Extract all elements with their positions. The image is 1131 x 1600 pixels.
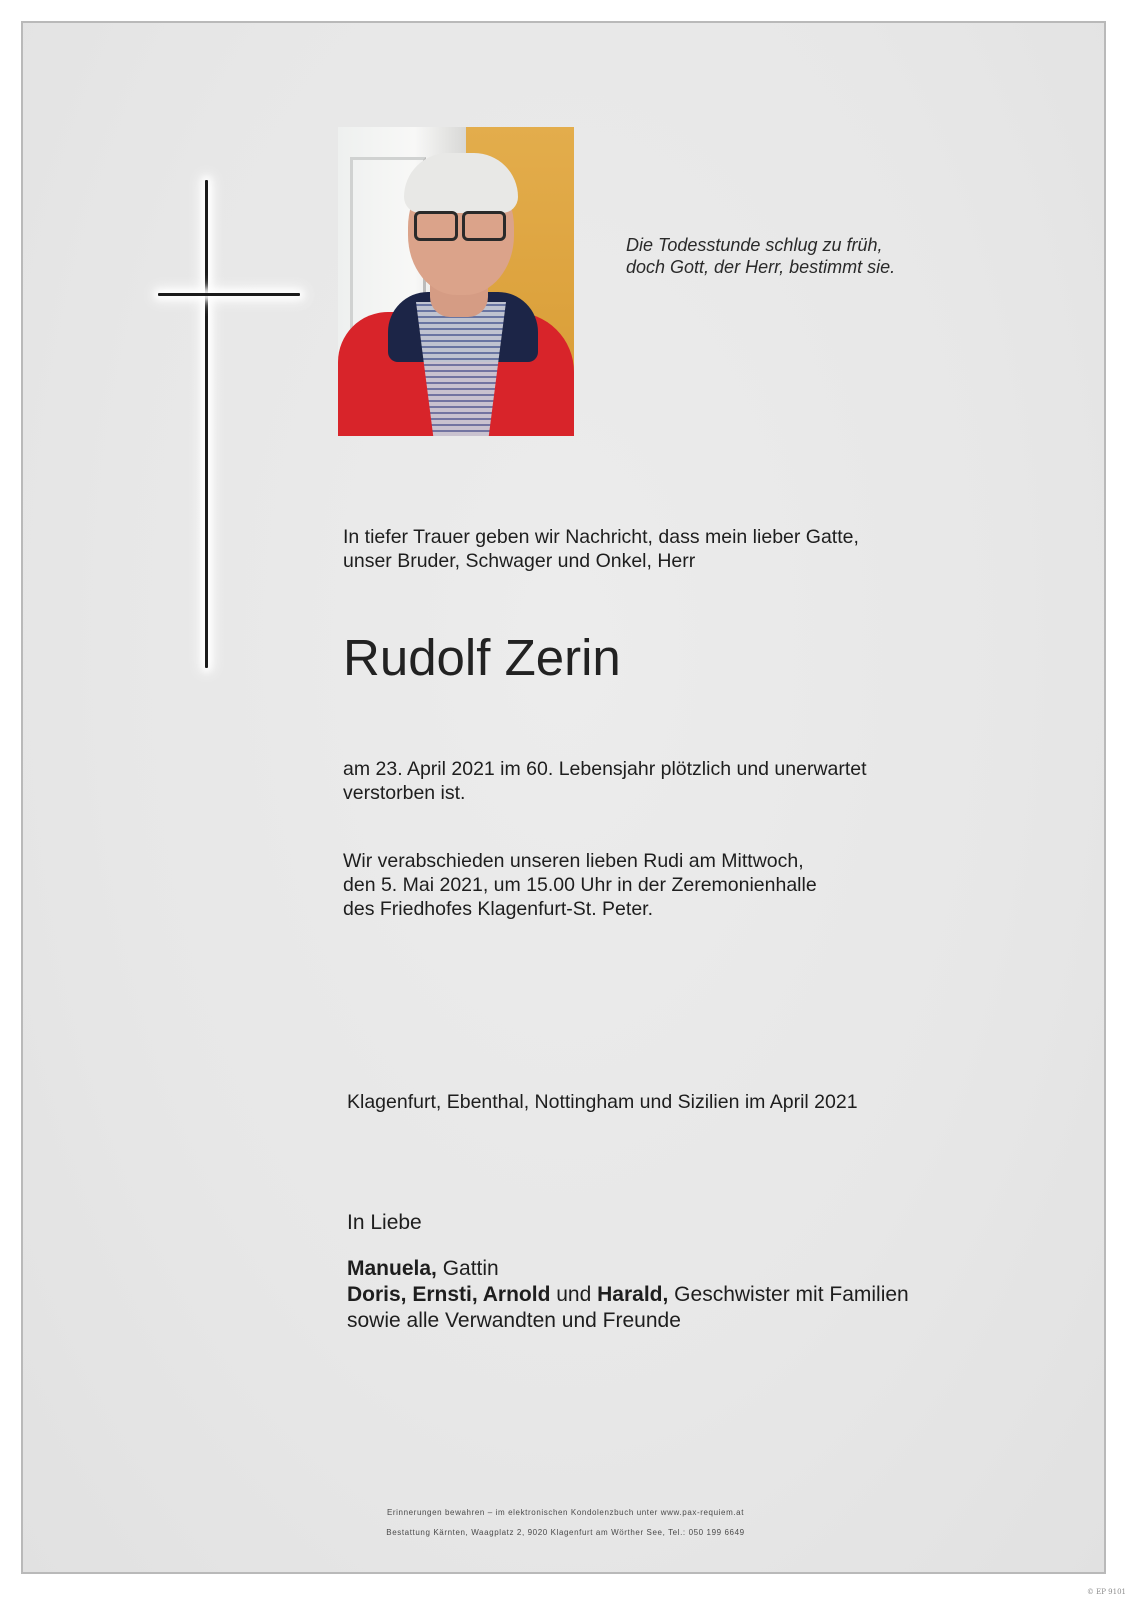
mourner-row-relatives: sowie alle Verwandten und Freunde: [347, 1309, 681, 1332]
funeral-line-2: den 5. Mai 2021, um 15.00 Uhr in der Zeremonienhalle: [343, 874, 817, 896]
mourner-sibling-last: Harald,: [597, 1283, 669, 1306]
funeral-line-1: Wir verabschieden unseren lieben Rudi am Mittwoch,: [343, 850, 804, 872]
cross-icon: [133, 153, 283, 673]
place-and-date: Klagenfurt, Ebenthal, Nottingham und Sizilien im April 2021: [347, 1091, 858, 1113]
funeral-details: [343, 849, 817, 921]
reference-code: © EP 9101: [1086, 1588, 1126, 1596]
mourner-spouse-name: Manuela,: [347, 1257, 437, 1280]
mourners-list: [347, 1256, 909, 1334]
intro-line-2: unser Bruder, Schwager und Onkel, Herr: [343, 550, 696, 572]
mourner-row-siblings: [347, 1282, 909, 1308]
intro-line-1: In tiefer Trauer geben wir Nachricht, dass mein lieber Gatte,: [343, 526, 859, 548]
mourner-row-spouse: [347, 1256, 909, 1282]
portrait-photo: [338, 127, 574, 436]
announcement-intro: [343, 525, 859, 573]
quote-line-1: Die Todesstunde schlug zu früh,: [626, 235, 883, 255]
footer-funeral-home: Bestattung Kärnten, Waagplatz 2, 9020 Klagenfurt am Wörther See, Tel.: 050 199 6649: [386, 1528, 745, 1537]
death-line-2: verstorben ist.: [343, 782, 466, 804]
mourner-siblings-and: und: [550, 1283, 598, 1306]
obituary-card: [21, 21, 1106, 1574]
death-notice: [343, 757, 867, 805]
deceased-name: Rudolf Zerin: [343, 629, 621, 686]
footer-condolence-book: Erinnerungen bewahren – im elektronischen Kondolenzbuch unter www.pax-requiem.at: [386, 1508, 745, 1517]
funeral-line-3: des Friedhofes Klagenfurt-St. Peter.: [343, 898, 654, 920]
mourner-siblings-names: Doris, Ernsti, Arnold: [347, 1283, 551, 1306]
quote-line-2: doch Gott, der Herr, bestimmt sie.: [626, 257, 896, 277]
mourner-spouse-relation: Gattin: [436, 1257, 499, 1280]
memorial-quote: [626, 234, 956, 278]
in-love-heading: In Liebe: [347, 1211, 422, 1234]
mourner-siblings-relation: Geschwister mit Familien: [668, 1283, 909, 1306]
death-line-1: am 23. April 2021 im 60. Lebensjahr plötzlich und unerwartet: [343, 758, 867, 780]
